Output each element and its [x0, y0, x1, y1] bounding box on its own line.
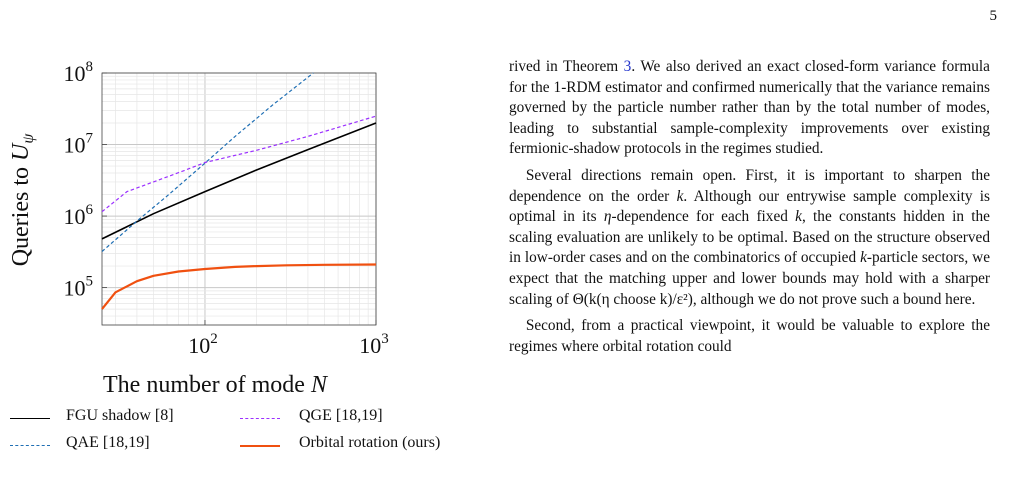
series-lines: [102, 73, 376, 309]
y-tick-label: $10^6$: [63, 202, 93, 230]
series-line-qge-18-19: [102, 116, 376, 212]
paragraph-2: [509, 166, 990, 310]
theorem-reference-link[interactable]: 3: [623, 58, 632, 75]
page-number: 5: [989, 8, 997, 24]
x-axis-label-math: N: [310, 372, 327, 398]
paragraph-1: [509, 57, 990, 160]
legend-line-orbital: [240, 445, 280, 447]
series-line-orbital-rotation-ours: [102, 265, 376, 310]
paragraph-2-text-b: . Although our entrywise sample complexity is optimal in its: [509, 187, 990, 226]
y-axis-label: [8, 133, 37, 267]
x-tick-label: $10^2$: [188, 331, 218, 358]
legend-label-fgu: FGU shadow [8]: [66, 407, 174, 424]
legend-label-orbital: Orbital rotation (ours): [299, 434, 441, 451]
paragraph-2-text-e: -particle sectors, we expect that the matching upper and lower bounds may hold with a sharper scaling of Θ(k(η choose k)/ε²), although we do not prove such a bound here.: [509, 249, 990, 308]
legend-line-fgu: [10, 418, 50, 419]
paragraph-2-text-d: , the constants hidden in the scaling evaluation are unlikely to be optimal. Based on the structure observed in low-order cases and on the combinatorics of occupied: [509, 208, 990, 267]
paragraph-2-text-a: Several directions remain open. First, it is important to sharpen the dependence on the order: [509, 166, 990, 205]
paragraph-1-text-a: rived in Theorem: [509, 58, 624, 75]
y-axis-label-math: U: [8, 143, 34, 161]
series-line-fgu-shadow-8: [102, 123, 376, 239]
body-text: [509, 57, 990, 363]
y-axis-label-sub: ψ: [20, 133, 37, 144]
grid: [102, 73, 376, 325]
x-axis-label: [103, 372, 329, 398]
paragraph-3: [509, 316, 990, 357]
legend-label-qge: QGE [18,19]: [299, 407, 383, 424]
y-tick-label: $10^7$: [63, 130, 93, 158]
y-tick-label: $10^5$: [63, 273, 93, 301]
math-k: k: [795, 208, 802, 226]
math-k: k: [676, 187, 684, 205]
legend-line-qae: [10, 445, 50, 446]
x-tick-label: $10^3$: [359, 331, 389, 358]
paragraph-2-text-c: -dependence for each fixed: [611, 208, 796, 226]
y-tick-label: $10^8$: [63, 59, 93, 86]
legend-label-qae: QAE [18,19]: [66, 434, 150, 451]
series-line-qae-18-19: [102, 73, 313, 252]
axis-ticks: [64, 59, 389, 358]
paragraph-1-text-b: . We also derived an exact closed-form variance formula for the 1-RDM estimator and confirmed numerically that the variance remains governed by the particle number rather than by the total number of modes, leading to substantial sample-complexity improvements over existing fermionic-shadow protocols in the regimes studied.: [509, 58, 990, 158]
figure: [0, 0, 500, 481]
x-axis-label-text: The number of mode: [103, 372, 311, 398]
legend-line-qge: [240, 418, 280, 419]
y-axis-label-text: Queries to: [8, 160, 34, 267]
paragraph-3-text: Second, from a practical viewpoint, it would be valuable to explore the regimes where orbital rotation could: [509, 317, 990, 355]
math-eta: η: [603, 208, 612, 226]
math-k: k: [860, 249, 867, 267]
